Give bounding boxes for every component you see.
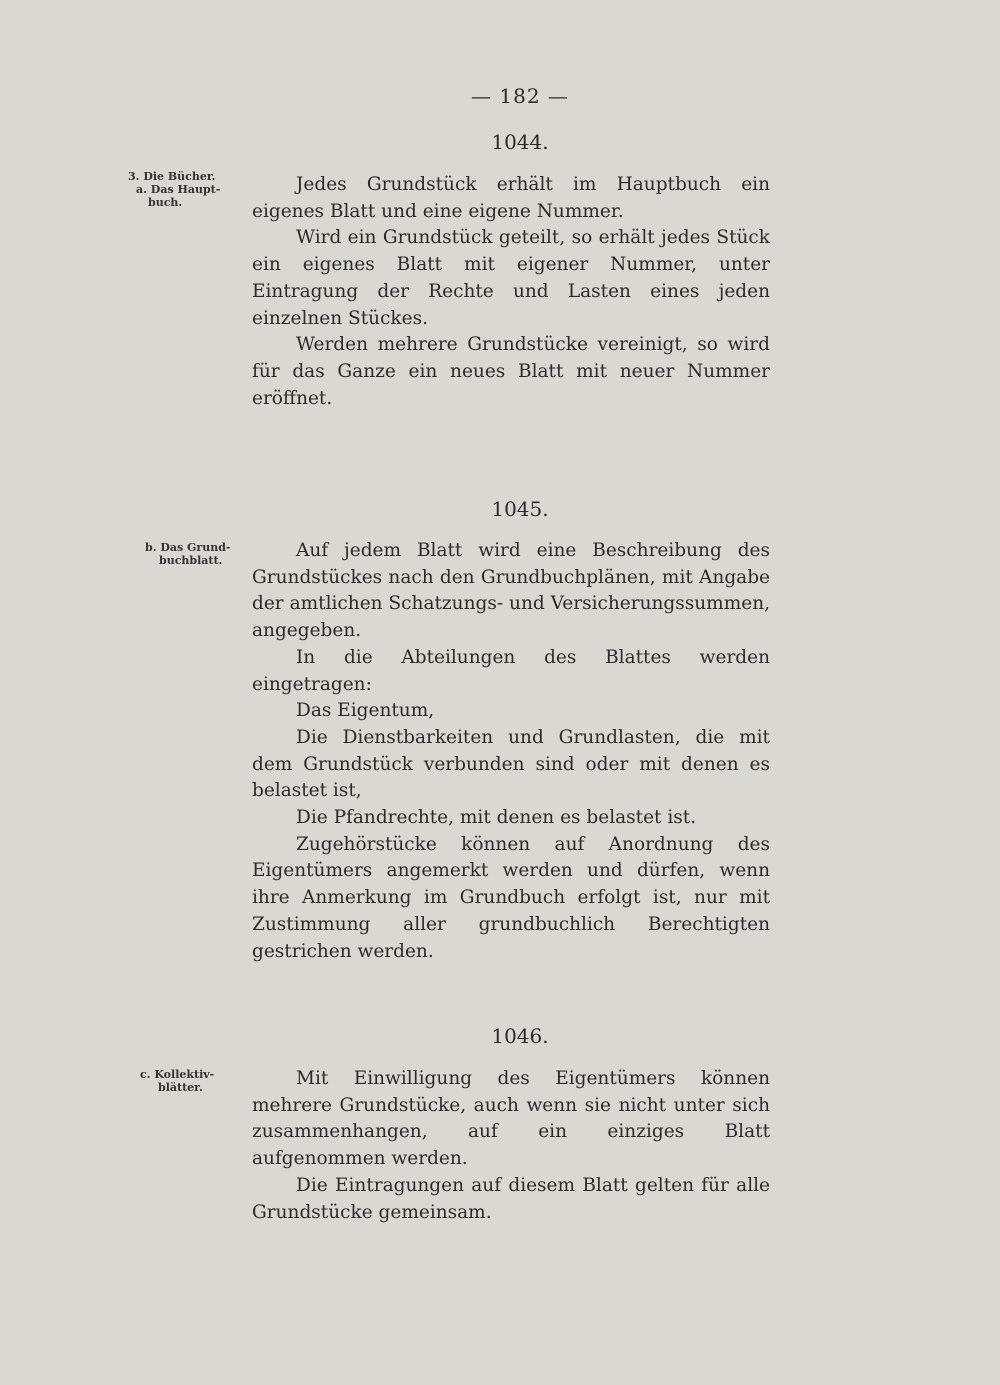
paragraph: Wird ein Grundstück geteilt, so erhält jedes Stück ein eigenes Blatt mit eigener Nummer, unter Eintragung der Rechte und Lasten eines jeden einzelnen Stückes. [252, 227, 770, 329]
article-body-1044 [252, 172, 770, 412]
paragraph: Jedes Grundstück erhält im Hauptbuch ein eigenes Blatt und eine eigene Nummer. [252, 174, 770, 222]
paragraph: Die Eintragungen auf diesem Blatt gelten für alle Grundstücke gemeinsam. [252, 1174, 770, 1223]
margin-line: b. Das Grund- [145, 541, 231, 554]
list-item: Die Dienstbarkeiten und Grundlasten, die mit dem Grundstück verbunden sind oder mit denen es belastet ist, [252, 726, 770, 802]
margin-line: buch. [148, 196, 183, 209]
paragraph: Zugehörstücke können auf Anordnung des Eigentümers angemerkt werden und dürfen, wenn ihre Anmerkung im Grundbuch erfolgt ist, nur mit Zustimmung aller grundbuchlich Berechtigten gestrichen werden. [252, 833, 770, 962]
margin-line: 3. Die Bücher. [128, 170, 216, 183]
article-number-1045: 1045. [491, 497, 549, 521]
list-item: Die Pfandrechte, mit denen es belastet ist. [296, 807, 697, 829]
article-number-1044: 1044. [491, 130, 549, 154]
article-body-1045 [252, 538, 770, 965]
margin-line: c. Kollektiv- [140, 1068, 215, 1081]
margin-note-1045 [145, 541, 230, 567]
paragraph: Auf jedem Blatt wird eine Beschreibung des Grundstückes nach den Grundbuchplänen, mit Angabe der amtlichen Schatzungs- und Versicherungssummen, angegeben. [252, 540, 770, 642]
margin-note-1046 [140, 1068, 214, 1094]
paragraph: Werden mehrere Grundstücke vereinigt, so wird für das Ganze ein neues Blatt mit neuer Nummer eröffnet. [252, 334, 770, 409]
paragraph: In die Abteilungen des Blattes werden eingetragen: [252, 646, 770, 695]
paragraph: Mit Einwilligung des Eigentümers können mehrere Grundstücke, auch wenn sie nicht unter sich zusammenhangen, auf ein einziges Blatt aufgenommen werden. [252, 1068, 770, 1170]
page-number: — 182 — [471, 84, 569, 108]
margin-line: a. Das Haupt- [136, 183, 221, 196]
margin-line: buchblatt. [159, 554, 223, 567]
margin-line: blätter. [158, 1081, 203, 1094]
article-body-1046 [252, 1066, 770, 1226]
list-item: Das Eigentum, [296, 700, 435, 722]
margin-note-1044 [128, 170, 220, 209]
article-number-1046: 1046. [491, 1024, 549, 1048]
